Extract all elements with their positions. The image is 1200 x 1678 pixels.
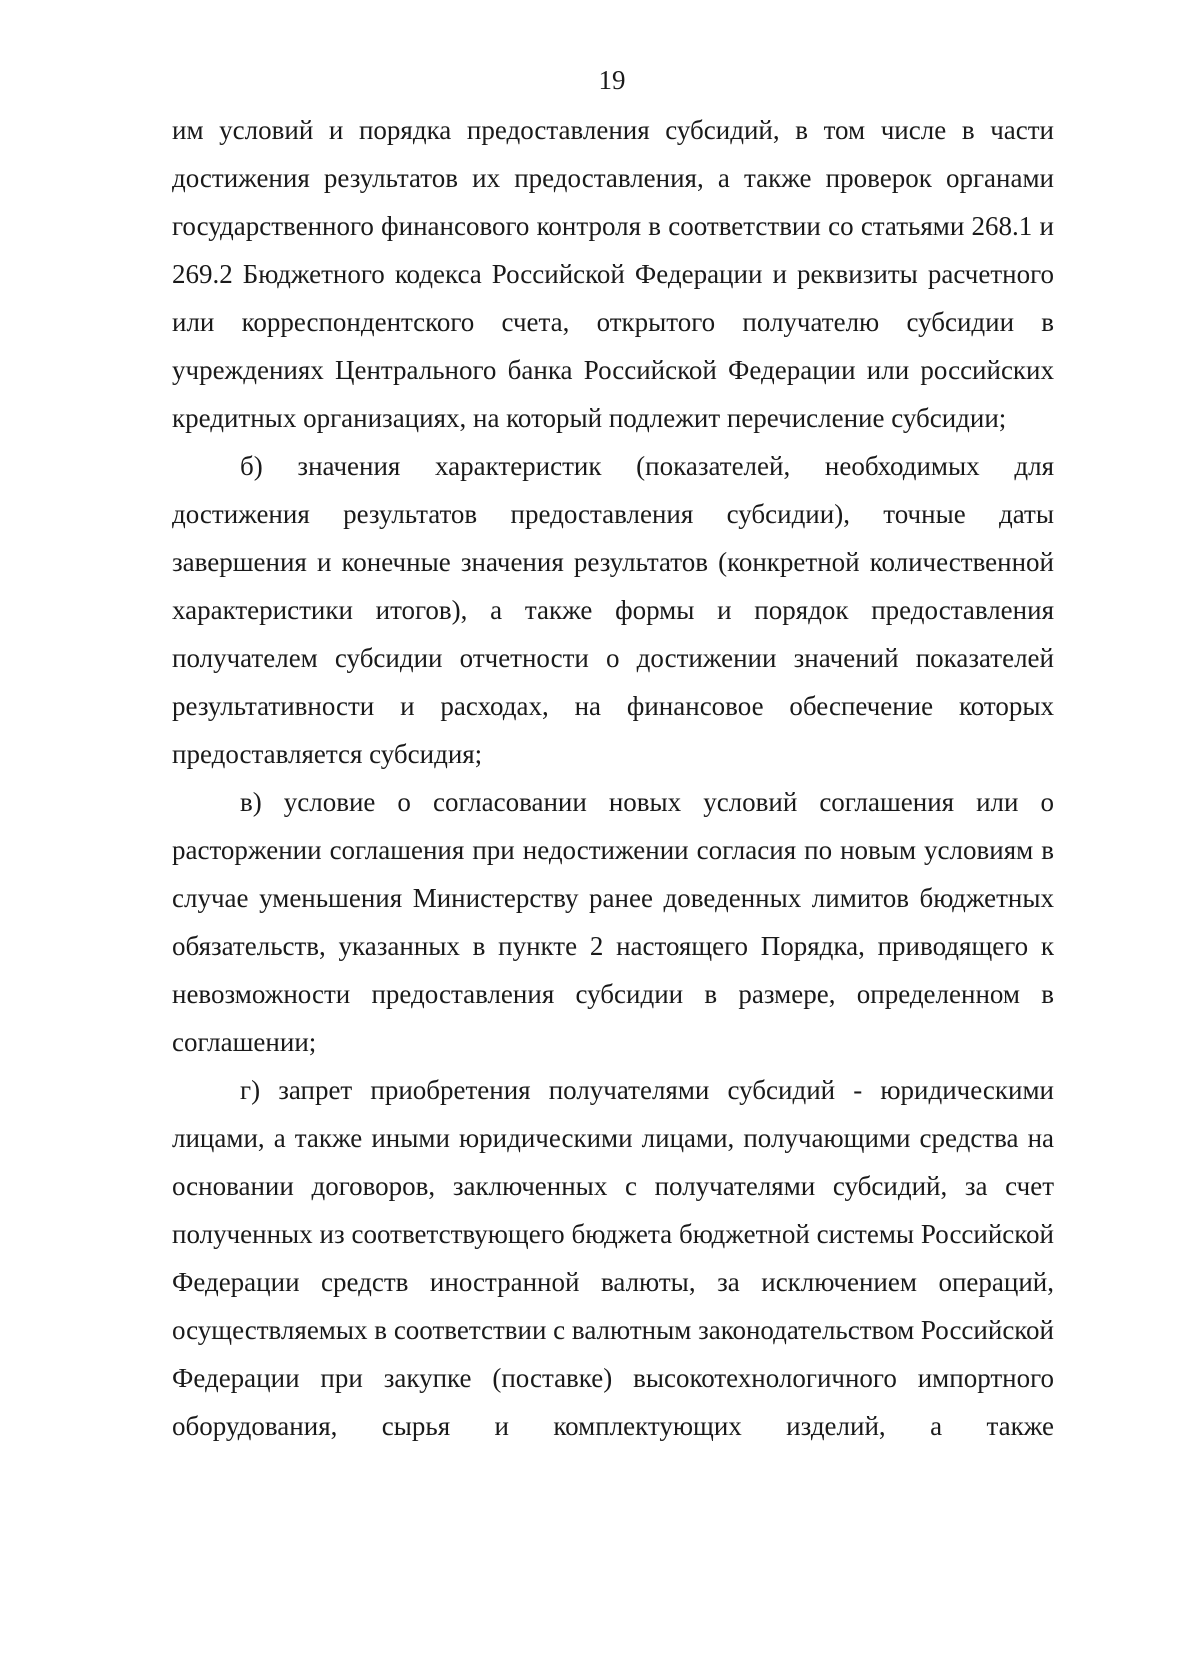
- page-number: 19: [598, 65, 626, 95]
- document-body: [172, 106, 1054, 1450]
- paragraph-item-g: г) запрет приобретения получателями субсидий - юридическими лицами, а также иными юридическими лицами, получающими средства на основании договоров, заключенных с получателями субсидий, за счет полученных из соответствующего бюджета бюджетной системы Российской Федерации средств иностранной валюты, за исключением операций, осуществляемых в соответствии с валютным законодательством Российской Федерации при закупке (поставке) высокотехнологичного импортного оборудования, сырья и комплектующих изделий, а также: [172, 1075, 1054, 1441]
- paragraph-item-v: в) условие о согласовании новых условий соглашения или о расторжении соглашения при недостижении согласия по новым условиям в случае уменьшения Министерству ранее доведенных лимитов бюджетных обязательств, указанных в пункте 2 настоящего Порядка, приводящего к невозможности предоставления субсидии в размере, определенном в соглашении;: [172, 787, 1054, 1057]
- paragraph-continuation: им условий и порядка предоставления субсидий, в том числе в части достижения результатов их предоставления, а также проверок органами государственного финансового контроля в соответствии со статьями 268.1 и 269.2 Бюджетного кодекса Российской Федерации и реквизиты расчетного или корреспондентского счета, открытого получателю субсидии в учреждениях Центрального банка Российской Федерации или российских кредитных организациях, на который подлежит перечисление субсидии;: [172, 115, 1054, 433]
- paragraph-item-b: б) значения характеристик (показателей, необходимых для достижения результатов предоставления субсидии), точные даты завершения и конечные значения результатов (конкретной количественной характеристики итогов), а также формы и порядок предоставления получателем субсидии отчетности о достижении значений показателей результативности и расходах, на финансовое обеспечение которых предоставляется субсидия;: [172, 451, 1054, 769]
